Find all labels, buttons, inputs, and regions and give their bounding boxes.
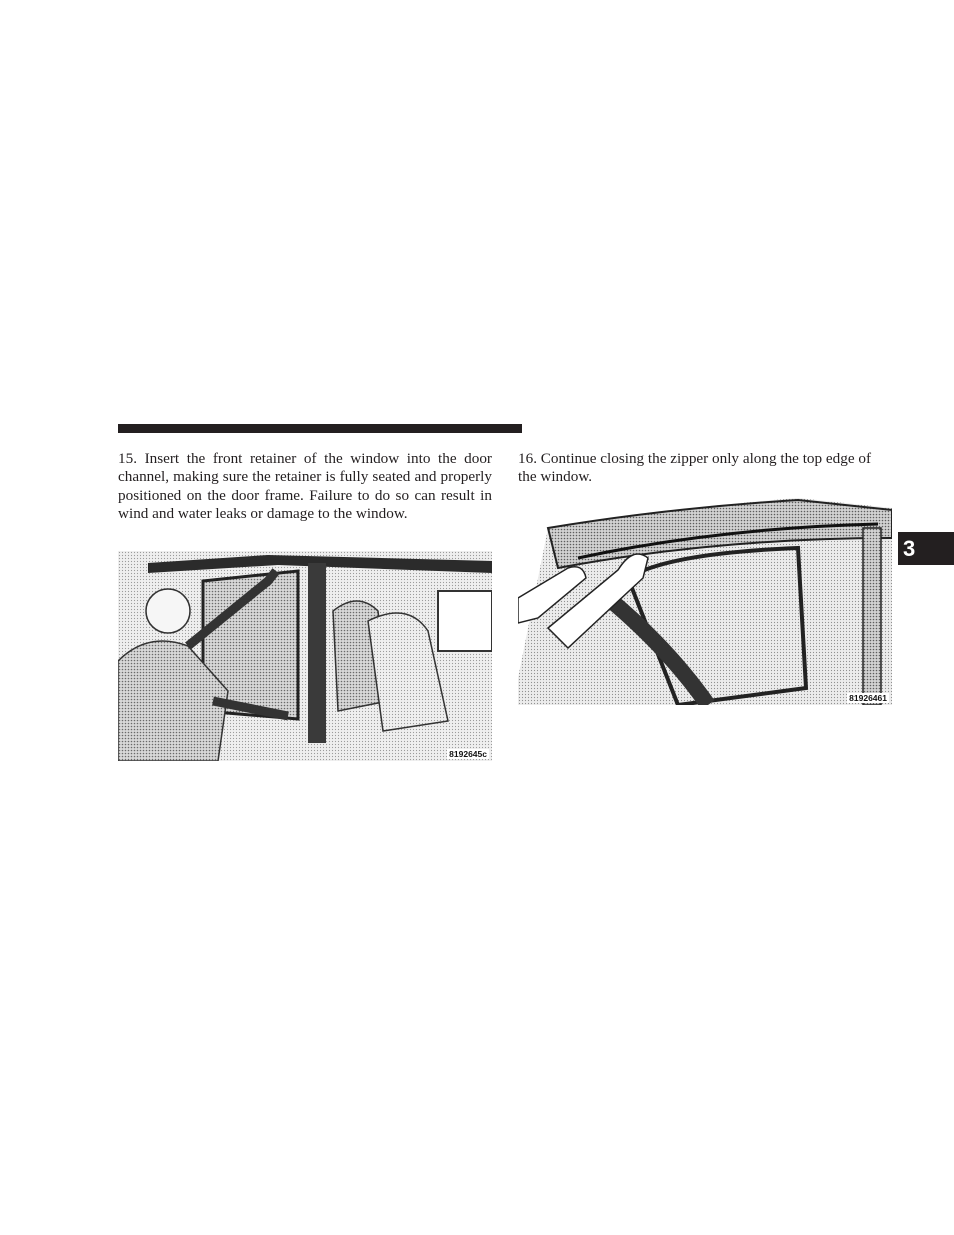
section-rule [118, 424, 522, 433]
section-tab: 3 [898, 532, 954, 565]
step-16-column [518, 450, 892, 487]
step-15-column [118, 450, 492, 524]
figure-step-16 [518, 498, 892, 705]
step-16-text: 16. Continue closing the zipper only along the top edge of the window. [518, 450, 872, 486]
figure-code: 8192645c [449, 749, 487, 759]
step-15-text: 15. Insert the front retainer of the window into the door channel, making sure the retainer is fully seated and properly positioned on the door frame. Failure to do so can result in wind and water leaks or damage to the window. [118, 450, 492, 523]
figure-code: 81926461 [849, 693, 887, 703]
figure-step-15 [118, 551, 492, 761]
figure-step-16-illustration [518, 498, 892, 705]
figure-step-15-illustration [118, 551, 492, 761]
